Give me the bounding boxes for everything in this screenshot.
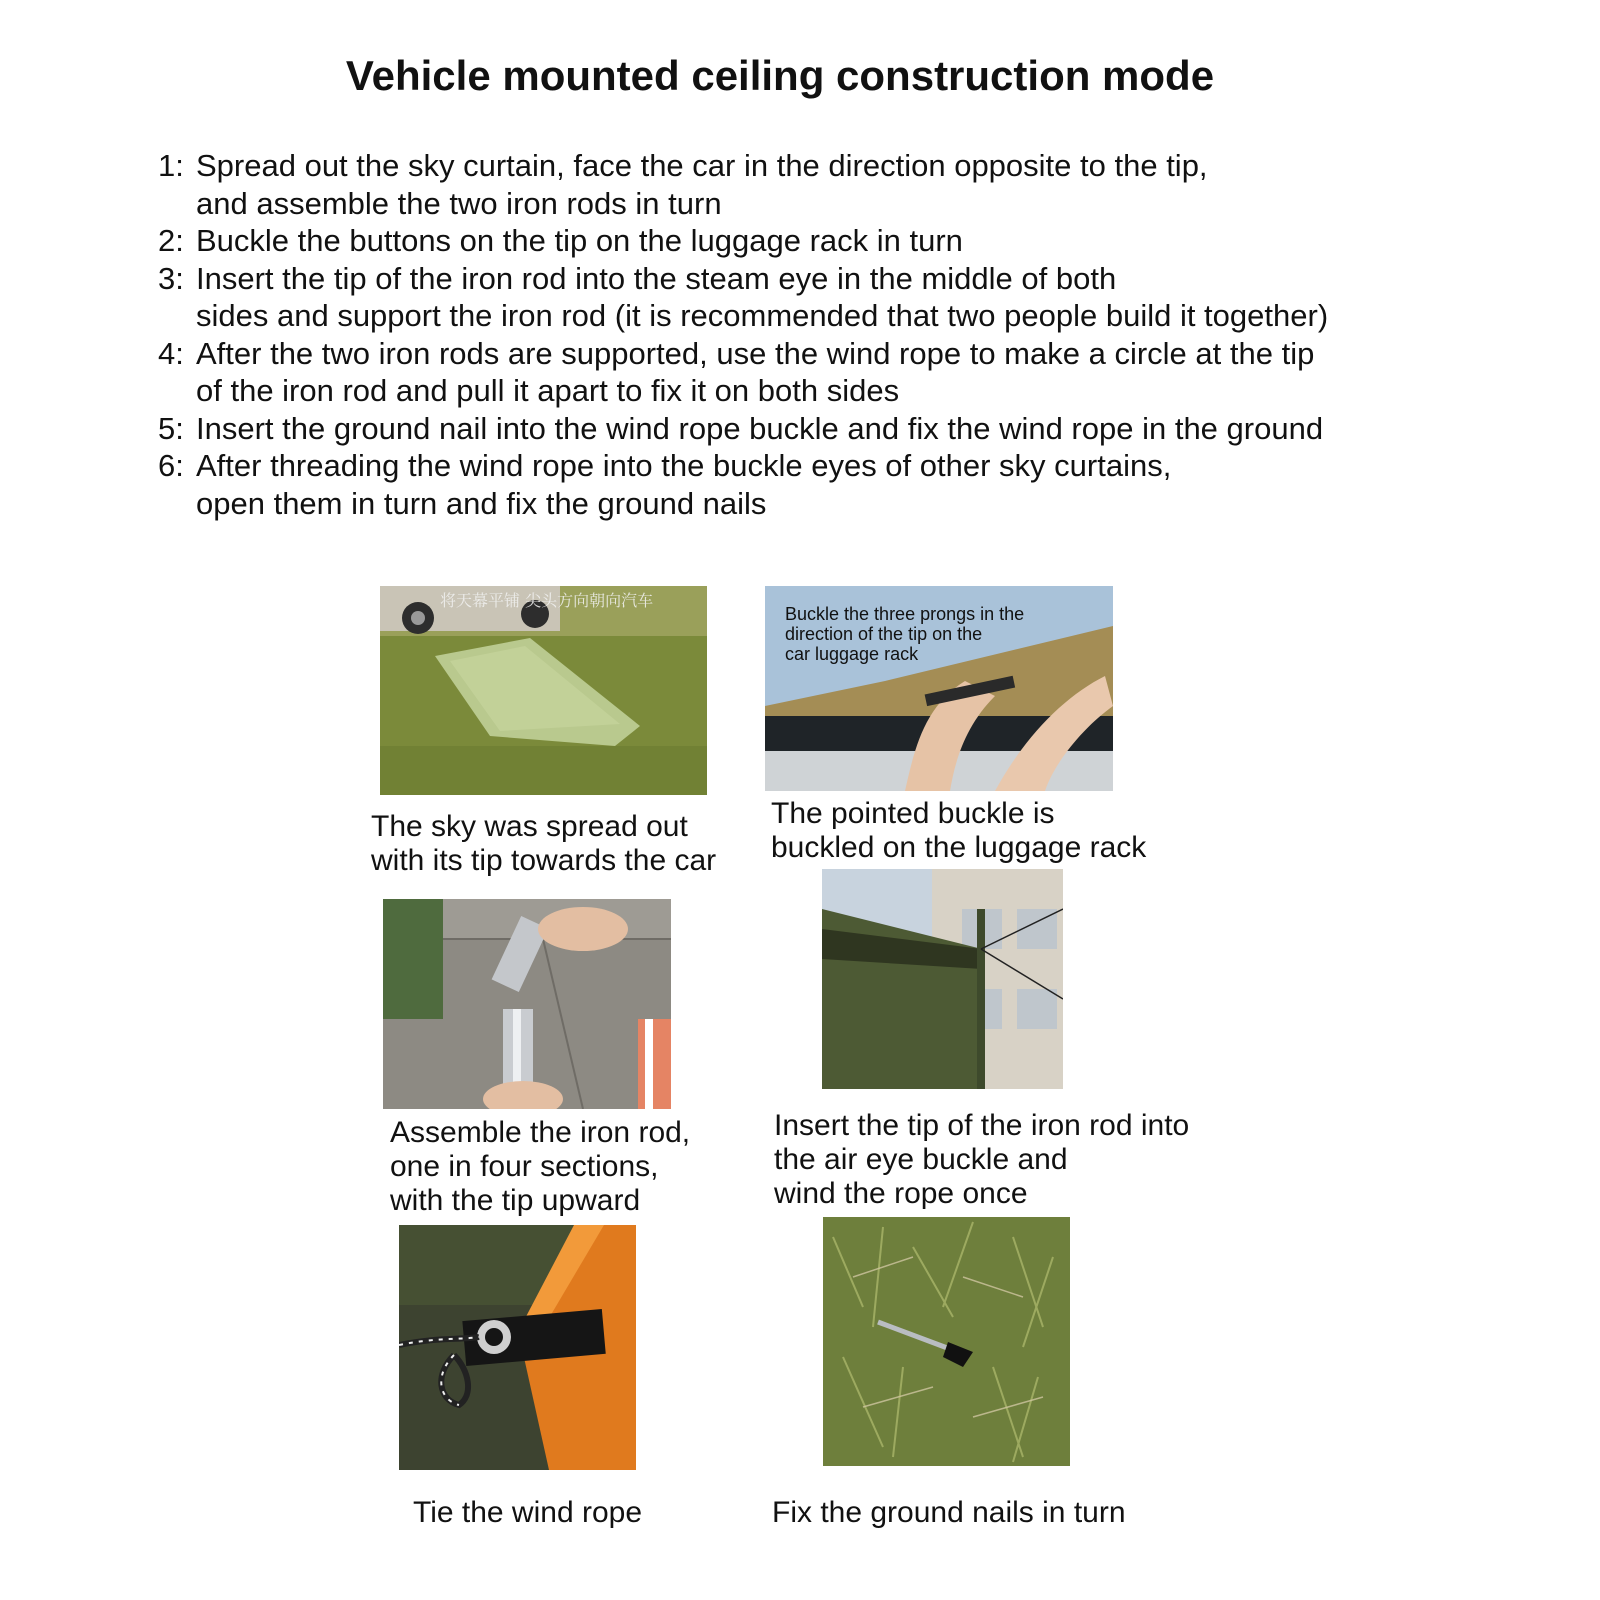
spread-curtain-photo: [380, 586, 707, 795]
watermark: 将天幕平铺 尖头方向朝向汽车: [440, 591, 654, 610]
ground-nails-caption: Fix the ground nails in turn: [772, 1496, 1126, 1529]
tie-rope-caption: Tie the wind rope: [413, 1496, 643, 1529]
step-text: Insert the tip of the iron rod into the steam eye in the middle of both sides and support the iron rod (it is recommended that two people build it together): [196, 260, 1329, 333]
insert-rod-caption: Insert the tip of the iron rod into the air eye buckle and wind the rope once: [774, 1109, 1190, 1210]
step-number: 5:: [158, 410, 184, 446]
spread-curtain-caption: The sky was spread out with its tip towards the car: [371, 810, 717, 877]
step-text: After threading the wind rope into the buckle eyes of other sky curtains, open them in turn and fix the ground nails: [196, 448, 1172, 521]
step-item: [158, 260, 1488, 335]
insert-rod-photo: [822, 869, 1063, 1089]
instruction-list: [158, 147, 1488, 522]
step-number: 6:: [158, 448, 184, 483]
buckle-rack-caption: The pointed buckle is buckled on the luggage rack: [771, 797, 1147, 864]
step-item: [158, 447, 1488, 522]
step-item: [158, 335, 1488, 410]
assemble-rod-caption: Assemble the iron rod, one in four sections, with the tip upward: [390, 1116, 691, 1217]
tie-rope-photo: [399, 1225, 636, 1470]
step-text: Insert the ground nail into the wind rope buckle and fix the wind rope in the ground: [196, 410, 1324, 446]
step-item: [158, 410, 1488, 448]
step-number: 3:: [158, 260, 184, 296]
step-item: [158, 222, 1488, 260]
ground-nails-photo: [823, 1217, 1070, 1466]
assemble-rod-photo: [383, 899, 671, 1109]
buckle-rack-photo: [765, 586, 1113, 791]
step-number: 2:: [158, 223, 184, 258]
step-number: 4:: [158, 335, 184, 371]
photo-overlay-text: Buckle the three prongs in the direction of the tip on the car luggage rack: [785, 604, 1025, 664]
step-text: After the two iron rods are supported, use the wind rope to make a circle at the tip of the iron rod and pull it apart to fix it on both sides: [196, 335, 1315, 408]
step-text: Spread out the sky curtain, face the car in the direction opposite to the tip, and assemble the two iron rods in turn: [196, 148, 1208, 221]
step-item: [158, 147, 1488, 222]
step-number: 1:: [158, 148, 184, 183]
step-text: Buckle the buttons on the tip on the luggage rack in turn: [196, 223, 963, 258]
page-title: Vehicle mounted ceiling construction mode: [345, 52, 1215, 99]
